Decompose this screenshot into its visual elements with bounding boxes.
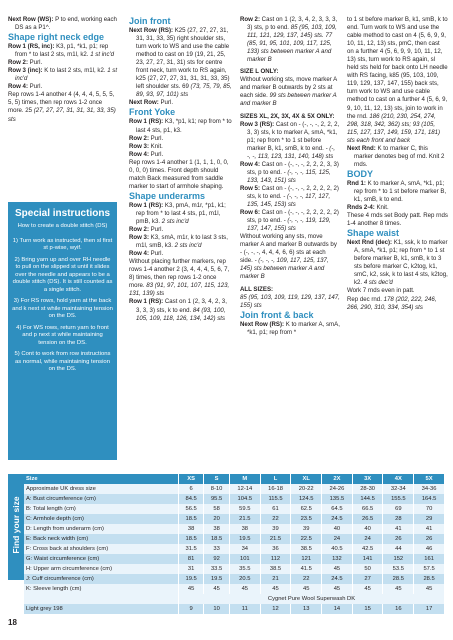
- table-row: [24, 564, 445, 574]
- table-cell: 64.5: [322, 504, 353, 514]
- table-cell: 152: [383, 554, 414, 564]
- table-cell: 112: [260, 554, 291, 564]
- s4-text: Cast on - (-, -, -, 2, 2, 2, 3, 3) sts, p to end.: [247, 160, 339, 176]
- instruction-2: 2) Bring yarn up and over RH needle to pull on the slipped st until it slides over the needle and appears to be a double stitch (DS). It is still counted as a single stitch.: [12, 256, 113, 293]
- row-label-cell: D: Length from underarm (cm): [24, 524, 179, 534]
- row3-note: 1 st inc'd: [15, 67, 118, 83]
- nr-text: Purl.: [158, 99, 174, 107]
- fy2-text: Purl.: [148, 134, 164, 142]
- find-your-size-label: [8, 474, 23, 580]
- row-label-cell: G: Waist circumference (cm): [24, 554, 179, 564]
- table-cell: 24: [352, 534, 383, 544]
- table-cell: 16: [383, 604, 414, 614]
- b2-label: Rnds 2-4:: [347, 204, 375, 212]
- table-cell: 8-10: [204, 484, 230, 494]
- body-heading: BODY: [347, 168, 374, 179]
- table-cell: 44: [383, 544, 414, 554]
- b1-label: Rnd 1:: [347, 179, 366, 187]
- table-cell: 14: [322, 604, 353, 614]
- next-row-ws-text: P to end, working each DS as a P1^.: [15, 16, 117, 32]
- table-cell: 124.5: [291, 494, 322, 504]
- table-cell: 26.5: [352, 514, 383, 524]
- fy3-label: Row 3:: [129, 142, 149, 150]
- rep-note: (27, 27, 27, 31, 31, 31, 33, 35) sts: [8, 107, 116, 123]
- size-l-heading: SIZE L ONLY:: [240, 68, 279, 76]
- su1-label: Row 1 (RS):: [129, 201, 164, 209]
- fy1-text: K3, *p1, k1; rep from * to last 4 sts, p1, k3.: [136, 118, 232, 134]
- su2-text: Purl.: [148, 226, 164, 234]
- table-cell: XL: [291, 474, 322, 484]
- table-cell: 11: [229, 604, 260, 614]
- table-cell: 19.5: [229, 534, 260, 544]
- table-row: [24, 514, 445, 524]
- table-cell: 21.5: [260, 534, 291, 544]
- table-cell: 101: [229, 554, 260, 564]
- table-cell: 26: [383, 534, 414, 544]
- row4-text: Purl.: [27, 83, 43, 91]
- c4-cont-text: to 1 st before marker B, k1, smB, k to end. Turn work to WS and use the cable method to cast on 4 (5, 6, 9, 9, 10, 11, 12, 13) sts, pmC, then cast on a further 4 (5, 6, 9, 9, 10, 11, 12, 13) sts, turn work to RS again, sl held sts held for back onto LH needle with RS facing, k85 (95, 103, 109, 119, 129, 137, 147, 155) back sts, turn work to WS and use cable method to cast on a further 4 (5, 6, 9, 9, 10, 11, 12, 13) sts, join to work in the rnd.: [347, 16, 448, 120]
- fy2-label: Row 2:: [129, 134, 149, 142]
- table-cell: 24.5: [322, 514, 353, 524]
- jfb-text: K to marker A, smA, *k1, p1; rep from *: [247, 320, 340, 336]
- s5-label: Row 5:: [240, 184, 260, 192]
- table-cell: 132: [322, 554, 353, 564]
- row-label-cell: B: Total length (cm): [24, 504, 179, 514]
- table-cell: 29: [414, 514, 445, 524]
- s3-note: - (-, -, -, 113, 123, 131, 140, 148) sts: [247, 144, 336, 160]
- table-cell: 41.5: [291, 564, 322, 574]
- size-table: [24, 474, 445, 614]
- s6-text: Cast on - (-, -, -, 2, 2, 2, 2, 2) sts, p to end.: [247, 209, 339, 225]
- table-cell: 22: [291, 574, 322, 584]
- table-cell: 28-30: [352, 484, 383, 494]
- table-cell: 45: [204, 584, 230, 594]
- s3-label: Row 3 (RS):: [240, 120, 275, 128]
- table-cell: 5X: [414, 474, 445, 484]
- rep-text: Rep rows 1-4 another 4 (4, 4, 4, 5, 5, 5, 5, 5) times, then rep rows 1-2 once more. 25: [8, 91, 115, 115]
- table-cell: 9: [179, 604, 204, 614]
- b-rep: These 4 rnds set Body patt. Rep rnds 1-4 another 8 times.: [347, 212, 448, 228]
- table-cell: 26: [414, 534, 445, 544]
- table-cell: 61: [260, 504, 291, 514]
- instruction-4: 4) For WS rows, return yarn to front and p next st while maintaining tension on the DS.: [16, 324, 109, 346]
- all-sizes-note: 85 (95, 103, 109, 119, 129, 137, 147, 155) sts: [240, 293, 340, 309]
- row-label-cell: Approximate UK dress size: [24, 484, 179, 494]
- c4-nr-label: Next Rnd:: [347, 144, 376, 152]
- table-cell: 23.5: [291, 514, 322, 524]
- table-cell: 66.5: [352, 504, 383, 514]
- row-label-cell: E: Back neck width (cm): [24, 534, 179, 544]
- table-cell: 35.5: [229, 564, 260, 574]
- row-label-cell: H: Upper arm circumference (cm): [24, 564, 179, 574]
- table-cell: 17: [414, 604, 445, 614]
- row2-label: Row 2:: [8, 59, 28, 67]
- special-instructions-heading: Special instructions: [14, 208, 111, 219]
- su-note: 83 (91, 97, 101, 107, 115, 123, 131, 139) sts: [129, 282, 230, 298]
- table-cell: 24-26: [322, 484, 353, 494]
- table-cell: 28.5: [414, 574, 445, 584]
- table-cell: 39: [260, 524, 291, 534]
- column-1: [8, 16, 118, 124]
- table-cell: 38.5: [291, 544, 322, 554]
- table-cell: 59.5: [229, 504, 260, 514]
- table-cell: L: [260, 474, 291, 484]
- table-cell: 12-14: [229, 484, 260, 494]
- table-cell: 38: [229, 524, 260, 534]
- size-l-note: 99 sts between marker A and marker B: [240, 92, 337, 108]
- column-2: [129, 16, 233, 323]
- table-cell: 18.5: [204, 534, 230, 544]
- special-instructions-box: [8, 202, 117, 460]
- row3-label: Row 3 (inc):: [8, 67, 43, 75]
- table-cell: 28: [383, 514, 414, 524]
- table-cell: 45: [179, 584, 204, 594]
- su-without: Without placing further markers, rep rows 1-4 another 2 (3, 4, 4, 4, 5, 6, 7, 8) times, then rep rows 1-2 once more.: [129, 258, 230, 290]
- table-cell: 33.5: [204, 564, 230, 574]
- sw-text: K1, ssk, k to marker A, smA, *k1, p1; rep from * to 1 st before marker B, k1, smB, k to 3 sts before marker C, k2tog, k1, smC, k2, ssk, k to last 4 sts, k2tog, k2.: [354, 239, 448, 287]
- instruction-1: 1) Turn work as instructed, then sl first st p-wise, wyif.: [12, 237, 113, 251]
- s6-note: - (-, -, -, 119, 129, 137, 147, 155) sts: [247, 217, 331, 233]
- table-cell: 104.5: [229, 494, 260, 504]
- table-cell: 38: [204, 524, 230, 534]
- table-cell: 31.5: [179, 544, 204, 554]
- instruction-3: 3) For RS rows, hold yarn at the back and k next st while maintaining tension on the DS.: [12, 298, 113, 319]
- table-cell: 39: [291, 524, 322, 534]
- sw-label: Next Rnd (dec):: [347, 239, 393, 247]
- row-label-cell: A: Bust circumference (cm): [24, 494, 179, 504]
- b1-text: K to marker A, smA, *k1, p1; rep from * to 1 st before marker B, k1, smB, k to end.: [354, 179, 447, 203]
- all-sizes-heading: ALL SIZES:: [240, 285, 274, 293]
- table-cell: 95.5: [204, 494, 230, 504]
- instruction-5: 5) Cont to work from row instructions as normal, while maintaining tension on the DS.: [14, 351, 111, 372]
- row3-text: K to last 2 sts, m1l, k2.: [42, 67, 108, 75]
- c3-row2-note: 85 (95, 103, 109, 111, 121, 129, 137, 145) sts. 77 (85, 91, 95, 101, 109, 117, 125, 133) sts between marker A and marker B: [247, 24, 337, 64]
- yarn-name-row: [24, 594, 445, 604]
- sw-rep-note: 178 (202, 222, 246, 266, 290, 310, 334, 354) sts: [347, 295, 437, 311]
- s4-label: Row 4:: [240, 160, 260, 168]
- su1-note: 2 sts inc'd: [161, 217, 189, 225]
- table-cell: 42.5: [352, 544, 383, 554]
- table-cell: 62.5: [291, 504, 322, 514]
- row1-note: 1 st inc'd: [90, 51, 115, 59]
- table-cell: 121: [291, 554, 322, 564]
- table-cell: 40.5: [322, 544, 353, 554]
- nr-label: Next Row:: [129, 99, 159, 107]
- s5-text: Cast on - (-, -, -, 2, 2, 2, 2, 2) sts, k to end.: [247, 184, 339, 200]
- table-cell: 2X: [322, 474, 353, 484]
- su3-label: Row 3:: [129, 234, 149, 242]
- table-cell: 115.5: [260, 494, 291, 504]
- su4-label: Row 4:: [129, 250, 149, 258]
- table-cell: 45: [383, 584, 414, 594]
- table-cell: 28.5: [383, 574, 414, 584]
- table-cell: 16-18: [260, 484, 291, 494]
- s4-note: - (-, -, -, 115, 125, 133, 143, 151) sts: [247, 168, 331, 184]
- table-cell: 144.5: [352, 494, 383, 504]
- table-cell: 164.5: [414, 494, 445, 504]
- table-cell: 40: [352, 524, 383, 534]
- su3-text: K3, smA, m1r, k to last 3 sts, m1l, smB, k3.: [136, 234, 228, 250]
- table-cell: 69: [383, 504, 414, 514]
- size-l-text: Without working sts, move marker A and marker B outwards by 2 sts at each side.: [240, 76, 337, 100]
- table-row: [24, 504, 445, 514]
- shape-underarms-heading: Shape underarms: [129, 190, 206, 201]
- table-cell: 84.5: [179, 494, 204, 504]
- sw-note: 4 sts dec'd: [363, 279, 393, 287]
- table-cell: 46: [414, 544, 445, 554]
- table-row: [24, 534, 445, 544]
- sw-work: Work 7 rnds even in patt.: [347, 287, 415, 295]
- table-cell: 45: [414, 584, 445, 594]
- page-number: 18: [8, 618, 17, 627]
- column-4: [347, 16, 448, 312]
- row2-text: Purl.: [27, 59, 43, 67]
- table-row: [24, 484, 445, 494]
- table-row: [24, 494, 445, 504]
- table-cell: 45: [260, 584, 291, 594]
- table-cell: 32-34: [383, 484, 414, 494]
- table-cell: 57.5: [414, 564, 445, 574]
- next-row-ws-label: Next Row (WS):: [8, 16, 54, 23]
- table-cell: 41: [383, 524, 414, 534]
- row-label-cell: J: Cuff circumference (cm): [24, 574, 179, 584]
- su4-text: Purl.: [148, 250, 164, 258]
- table-cell: 22.5: [291, 534, 322, 544]
- s-without: Without working any sts, move marker A and marker B outwards by - (-, -, -, 4, 4, 4, 6, 6) sts at each side.: [240, 233, 337, 265]
- table-cell: 12: [260, 604, 291, 614]
- double-stitch-subheading: How to create a double stitch (DS): [17, 223, 108, 229]
- table-cell: 33: [204, 544, 230, 554]
- table-cell: M: [229, 474, 260, 484]
- table-cell: 20: [204, 514, 230, 524]
- table-cell: 20.5: [229, 574, 260, 584]
- s5-note: - (-, -, -, 117, 127, 135, 145, 153) sts: [247, 192, 331, 209]
- sw-rep: Rep dec rnd.: [347, 295, 384, 303]
- s6-label: Row 6:: [240, 209, 260, 217]
- row1-text: K3, p1, *k1, p1; rep from * to last 2 sts, m1l, k2.: [15, 43, 109, 59]
- table-cell: 31: [179, 564, 204, 574]
- table-cell: 34: [229, 544, 260, 554]
- fy4-label: Row 4:: [129, 150, 149, 158]
- table-cell: 45: [291, 584, 322, 594]
- row4-label: Row 4:: [8, 83, 28, 91]
- front-yoke-heading: Front Yoke: [129, 107, 176, 118]
- join-front-heading: Join front: [129, 16, 171, 26]
- row-label-cell: Size: [24, 474, 179, 484]
- table-cell: 18.5: [179, 534, 204, 544]
- table-cell: 50: [352, 564, 383, 574]
- fy3-text: Knit.: [148, 142, 163, 150]
- fy1-label: Row 1 (RS):: [129, 118, 164, 126]
- c4-nr-text: K to marker C, this marker denotes beg of rnd. Knit 2 rnds.: [354, 144, 445, 168]
- table-cell: 38: [179, 524, 204, 534]
- table-cell: 40: [322, 524, 353, 534]
- jfb-label: Next Row (RS):: [240, 320, 285, 328]
- yarn-empty-cell: [24, 594, 179, 604]
- c3-row2-text: Cast on 1 (2, 3, 4, 2, 3, 3, 3, 3) sts, p to end.: [247, 16, 338, 32]
- su5-note: 84 (93, 100, 105, 109, 118, 126, 134, 142) sts: [136, 306, 226, 322]
- table-cell: 141: [352, 554, 383, 564]
- table-cell: 45: [322, 584, 353, 594]
- table-row: [24, 544, 445, 554]
- table-cell: 36: [260, 544, 291, 554]
- jf-label: Next Row (RS):: [129, 27, 174, 34]
- find-your-size-text: Find your size: [11, 496, 21, 554]
- jf-text: K25 (27, 27, 27, 31, 31, 31, 33, 35) right shoulder sts, turn work to WS and use the cable method to cast on 19 (19, 21, 25, 23, 27, 27, 31, 31) sts for centre front neck, turn work to RS again, k25 (27, 27, 27, 31, 31, 31, 33, 35) left shoulder sts. 69: [136, 27, 230, 91]
- s-note: - (-, -, -, 109, 117, 125, 137, 145) sts between marker A and marker B: [240, 257, 329, 281]
- table-cell: 22: [260, 514, 291, 524]
- table-cell: 19.5: [179, 574, 204, 584]
- table-cell: 21.5: [229, 514, 260, 524]
- row-label-cell: F: Cross back at shoulders (cm): [24, 544, 179, 554]
- table-cell: 81: [179, 554, 204, 564]
- fy-rep: Rep rows 1-4 another 1 (1, 1, 1, 0, 0, 0, 0, 0) times. Front depth should match Back measured from saddle marker to start of armhole shaping.: [129, 158, 229, 190]
- table-cell: 3X: [352, 474, 383, 484]
- join-front-back-heading: Join front & back: [240, 309, 314, 320]
- table-row: [24, 554, 445, 564]
- table-cell: 161: [414, 554, 445, 564]
- jf-note: (73, 75, 79, 85, 89, 93, 97, 101) sts: [136, 83, 232, 99]
- table-cell: S: [204, 474, 230, 484]
- row-label-cell: Light grey 198: [24, 604, 179, 614]
- b2-text: Knit.: [374, 204, 389, 212]
- table-cell: 135.5: [322, 494, 353, 504]
- table-cell: 45: [229, 584, 260, 594]
- table-cell: 45: [352, 584, 383, 594]
- shape-neck-heading: Shape right neck edge: [8, 32, 105, 43]
- table-cell: 4X: [383, 474, 414, 484]
- sizes-xl-heading: SIZES XL, 2X, 3X, 4X & 5X ONLY:: [240, 112, 335, 120]
- table-cell: 20-22: [291, 484, 322, 494]
- table-cell: 53.5: [383, 564, 414, 574]
- column-3: [240, 16, 340, 337]
- s3-text: Cast on - (-, -, -, 2, 2, 2, 3, 3) sts, k to marker A, smA, *k1, p1; rep from * to 1 st before marker B, k1, smB, k to end.: [247, 120, 340, 152]
- table-cell: 45: [322, 564, 353, 574]
- table-cell: 19.5: [204, 574, 230, 584]
- su2-label: Row 2:: [129, 226, 149, 234]
- su5-label: Row 1 (RS):: [129, 298, 164, 306]
- table-cell: 27: [352, 574, 383, 584]
- su5-text: Cast on 1 (2, 3, 4, 2, 3, 3, 3, 3) sts, k to end.: [136, 298, 227, 314]
- table-cell: 24.5: [322, 574, 353, 584]
- table-cell: XS: [179, 474, 204, 484]
- su3-note: 2 sts inc'd: [174, 242, 202, 250]
- row1-label: Row 1 (RS, inc):: [8, 43, 55, 51]
- table-cell: 13: [291, 604, 322, 614]
- table-cell: 41: [414, 524, 445, 534]
- table-row: [24, 574, 445, 584]
- table-row: [24, 524, 445, 534]
- c4-cont-note: 186 (210, 230, 254, 274, 298, 318, 342, 362) sts; 93 (105, 115, 127, 137, 149, 159, 171, 181) sts each front and back: [347, 112, 441, 144]
- table-header-row: [24, 474, 445, 484]
- fy4-text: Purl.: [148, 150, 164, 158]
- table-row: [24, 584, 445, 594]
- table-cell: 38.5: [260, 564, 291, 574]
- row-label-cell: K: Sleeve length (cm): [24, 584, 179, 594]
- table-row: [24, 604, 445, 614]
- table-cell: 15: [352, 604, 383, 614]
- table-cell: 21: [260, 574, 291, 584]
- table-cell: 10: [204, 604, 230, 614]
- yarn-name-cell: Cygnet Pure Wool Superwash DK: [179, 594, 445, 604]
- size-table-panel: [8, 474, 445, 612]
- table-cell: 6: [179, 484, 204, 494]
- table-cell: 92: [204, 554, 230, 564]
- table-cell: 70: [414, 504, 445, 514]
- shape-waist-heading: Shape waist: [347, 228, 400, 239]
- table-cell: 58: [204, 504, 230, 514]
- table-cell: 34-36: [414, 484, 445, 494]
- c3-row2-label: Row 2:: [240, 16, 260, 23]
- table-cell: 155.5: [383, 494, 414, 504]
- table-cell: 56.5: [179, 504, 204, 514]
- row-label-cell: C: Armhole depth (cm): [24, 514, 179, 524]
- su1-text: K3, pmA, m1r, *p1, k1; rep from * to last 4 sts, p1, m1l, pmB, k3.: [136, 201, 226, 225]
- table-cell: 18.5: [179, 514, 204, 524]
- table-cell: 24: [322, 534, 353, 544]
